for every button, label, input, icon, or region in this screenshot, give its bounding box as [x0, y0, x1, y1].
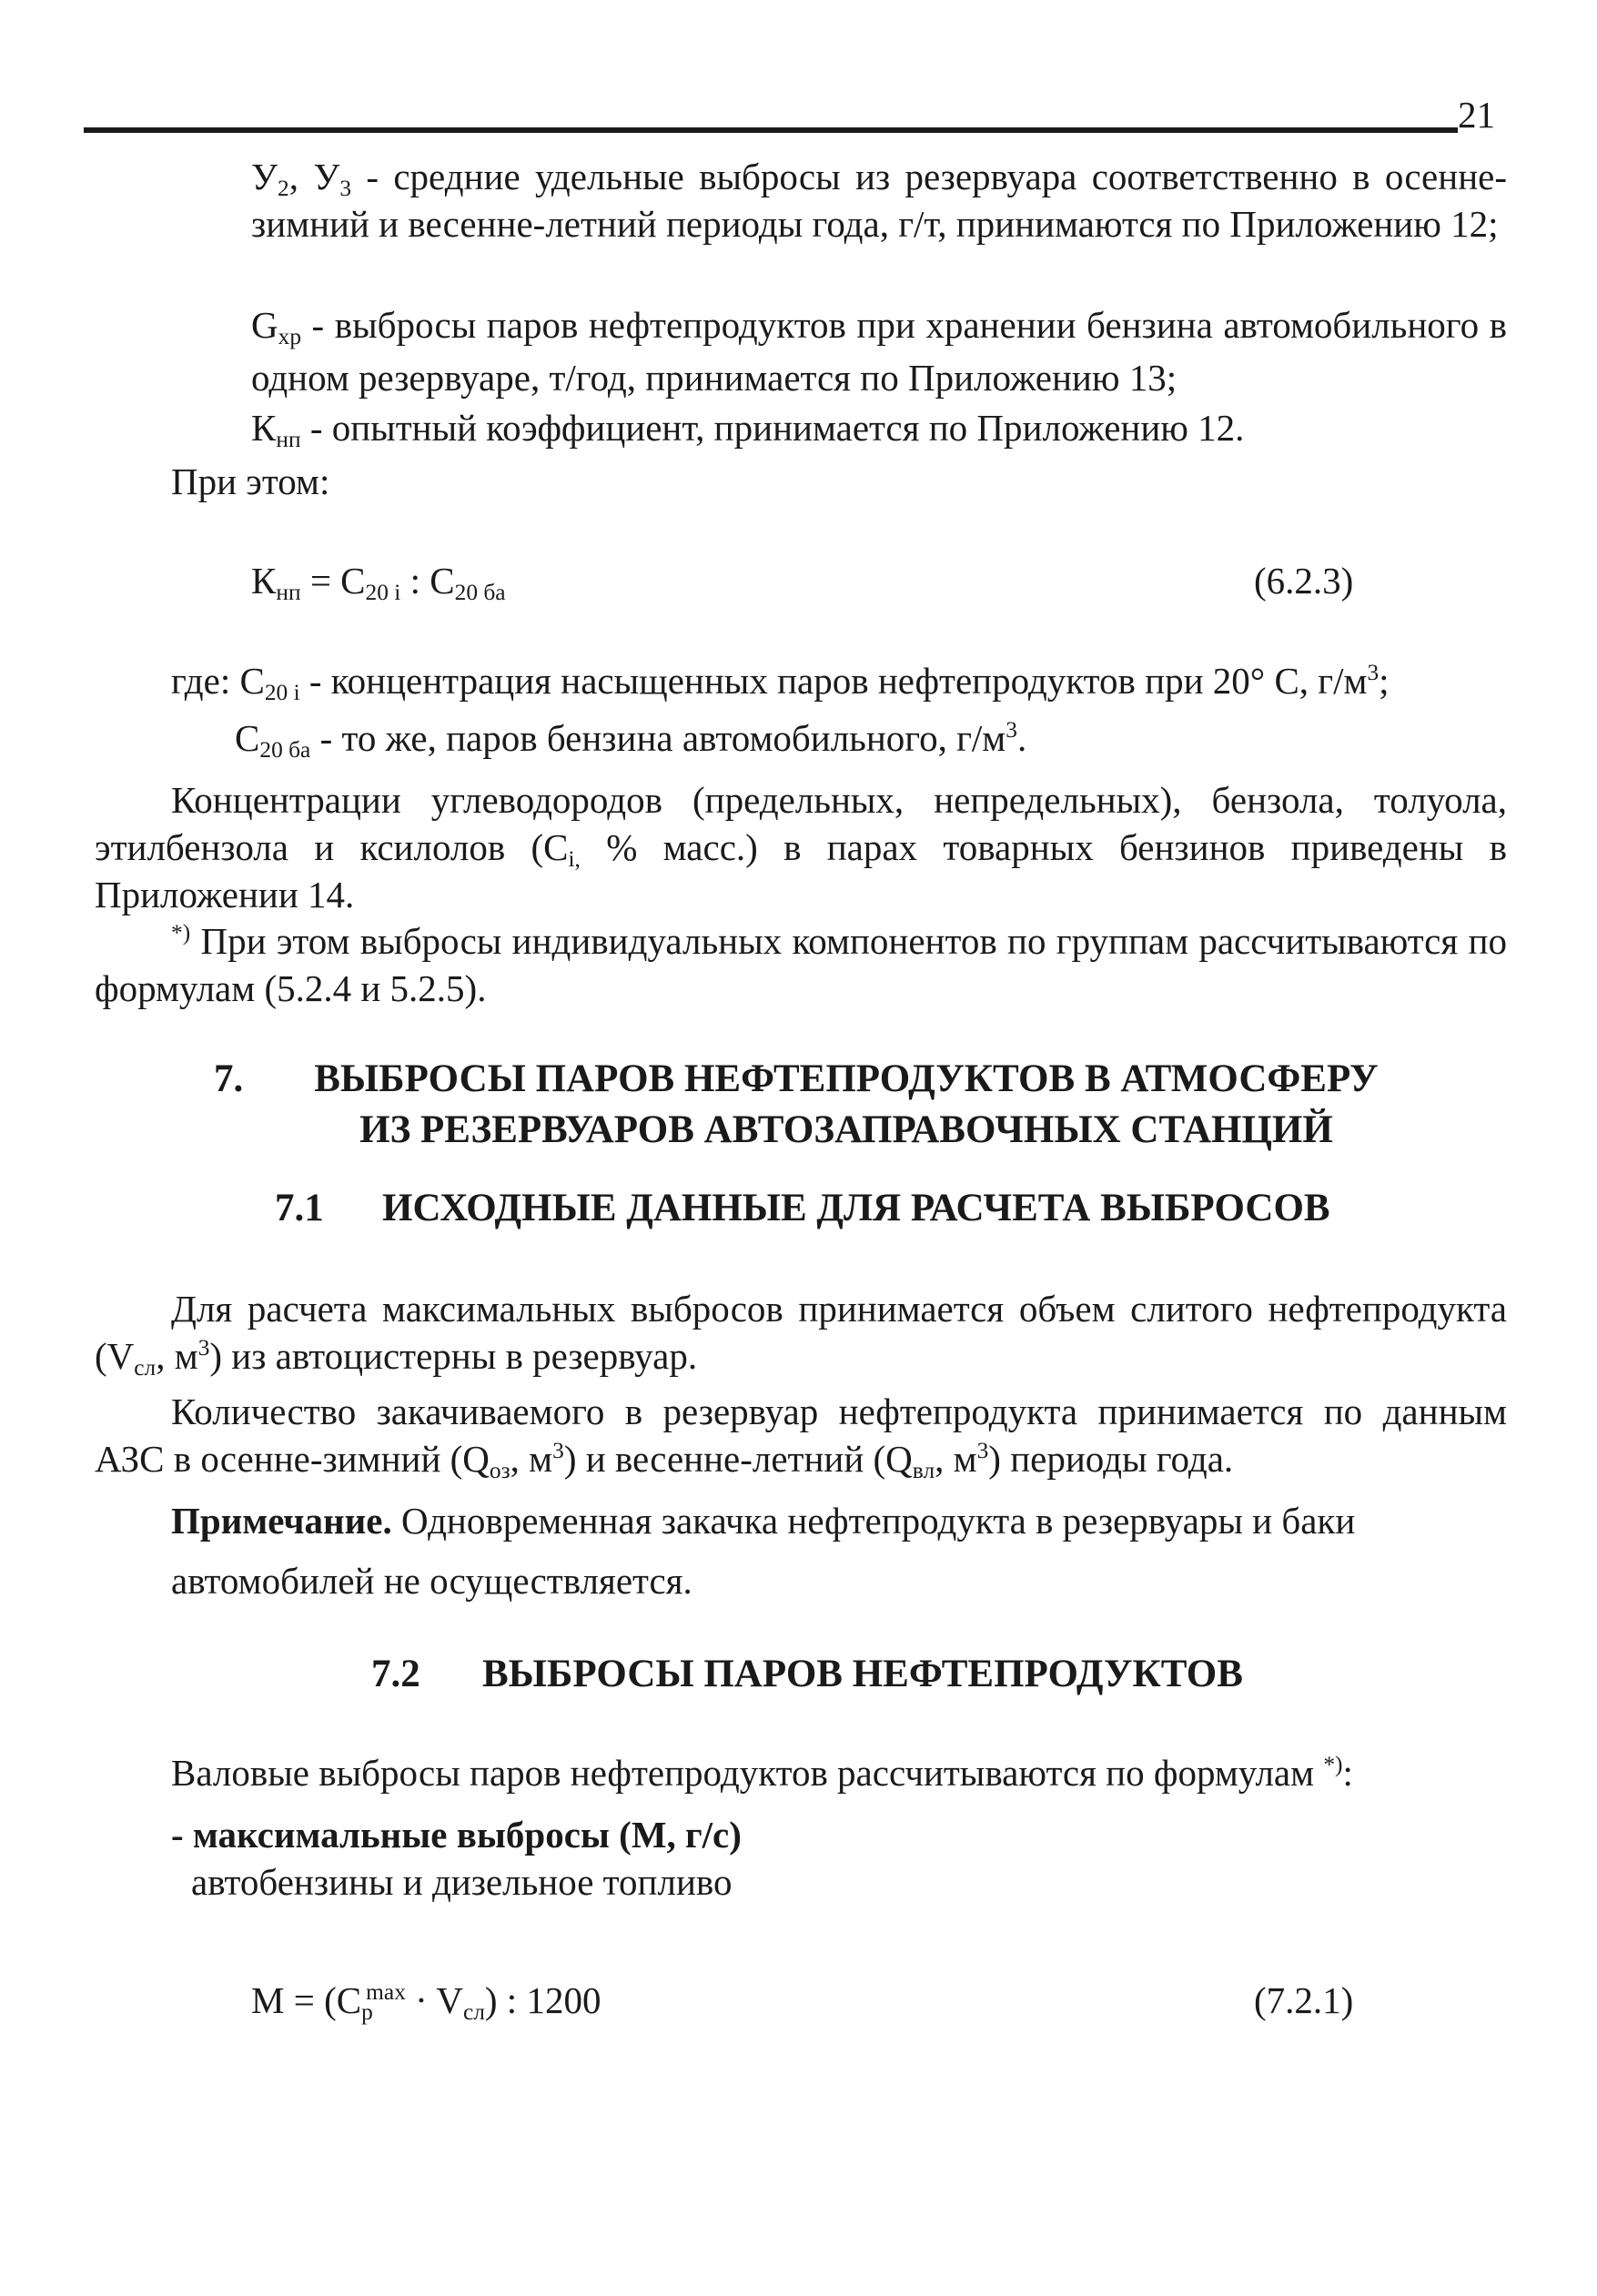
k-symbol: К: [251, 407, 277, 449]
section-7-title: [273, 1054, 1420, 1156]
max-emissions-heading: - максимальные выбросы (М, г/с): [171, 1814, 742, 1856]
section-7-2-title: ВЫБРОСЫ ПАРОВ НЕФТЕПРОДУКТОВ: [482, 1653, 1243, 1695]
section-7-number: 7.: [214, 1057, 244, 1100]
where-line-c20i: где: $С_{20 i}$ - концентрация насыщенных паров нефтепродуктов при 20° С, $г/м^3$;: [171, 659, 1390, 706]
pri-etom-label: При этом:: [171, 460, 330, 502]
section-7-1-number: 7.1: [275, 1187, 324, 1229]
section-7-title-line2: ИЗ РЕЗЕРВУАРОВ АВТОЗАПРАВОЧНЫХ СТАНЦИЙ: [359, 1108, 1333, 1151]
max-volume-paragraph: Для расчета максимальных выбросов принимается объем слитого нефтепродукта ($V_{сл}$, $м^3$) из автоцистерны в резервуар.: [95, 1288, 1507, 1381]
equation-number-7-2-1: (7.2.1): [1254, 1979, 1354, 2021]
y3-subscript: 3: [339, 176, 352, 202]
fuel-type-line: автобензины и дизельное топливо: [191, 1861, 733, 1903]
quantity-paragraph: Количество закачиваемого в резервуар нефтепродукта принимается по данным АЗС в осенне-зимний ($Q_{оз}$, $м^3$) и весенне-летний ($Q_{вл}$, $м^3$) периоды года.: [95, 1391, 1507, 1484]
section-7-title-line1: ВЫБРОСЫ ПАРОВ НЕФТЕПРОДУКТОВ В АТМОСФЕРУ: [314, 1057, 1379, 1100]
header-rule: [84, 127, 1458, 133]
definition-y2-y3: [251, 153, 1507, 248]
gxp-text: - выбросы паров нефтепродуктов при хранении бензина автомобильного в одном резервуаре, т/год, принимается по Приложению 13;: [251, 304, 1507, 399]
y-symbol: У: [251, 156, 278, 197]
concentrations-paragraph: Концентрации углеводородов (предельных, непредельных), бензола, толуола, этилбензола и ксилолов ($С_{i,}$ % масс.) в парах товарных бензинов приведены в Приложении 14.: [95, 779, 1507, 915]
note-label: Примечание.: [171, 1500, 392, 1542]
where-line-c20ba: $С_{20 ба}$ - то же, паров бензина автомобильного, $г/м^3$.: [235, 716, 1027, 764]
knp-subscript: нп: [276, 427, 301, 453]
note-paragraph: Примечание. Одновременная закачка нефтепродукта в резервуары и баки автомобилей не осуществляется.: [171, 1500, 1356, 1602]
section-7-1-title: ИСХОДНЫЕ ДАННЫЕ ДЛЯ РАСЧЕТА ВЫБРОСОВ: [382, 1187, 1330, 1229]
y3-symbol: , У: [288, 156, 340, 197]
y2-y3-text: - средние удельные выбросы из резервуара соответственно в осенне-зимний и весенне-летний периоды года, г/т, принимаются по Приложению 12;: [251, 156, 1507, 245]
gxp-subscript: хр: [278, 324, 302, 350]
footnote-paragraph: *) При этом выбросы индивидуальных компонентов по группам рассчитываются по формулам (5.2.4 и 5.2.5).: [95, 919, 1507, 1009]
gross-emissions-line: Валовые выбросы паров нефтепродуктов рассчитываются по формулам *):: [171, 1751, 1353, 1794]
equation-number-6-2-3: (6.2.3): [1254, 560, 1354, 602]
footnote-mark: *): [171, 919, 191, 946]
y2-subscript: 2: [278, 176, 289, 202]
definition-knp: [251, 404, 1507, 452]
page-number: 21: [1458, 94, 1495, 136]
section-7-2-number: 7.2: [371, 1653, 420, 1695]
formula-6-2-3: $К_{нп} = С_{20 i}$ : $С_{20 ба}$: [251, 560, 506, 606]
knp-text: - опытный коэффициент, принимается по Приложению 12.: [300, 407, 1245, 449]
footnote-ref: *): [1323, 1751, 1343, 1777]
g-symbol: G: [251, 304, 278, 346]
formula-7-2-1: $М = (С_р^{max} \cdot V_{сл})$ : 1200: [251, 1978, 601, 2026]
definition-gxp: [251, 298, 1507, 404]
